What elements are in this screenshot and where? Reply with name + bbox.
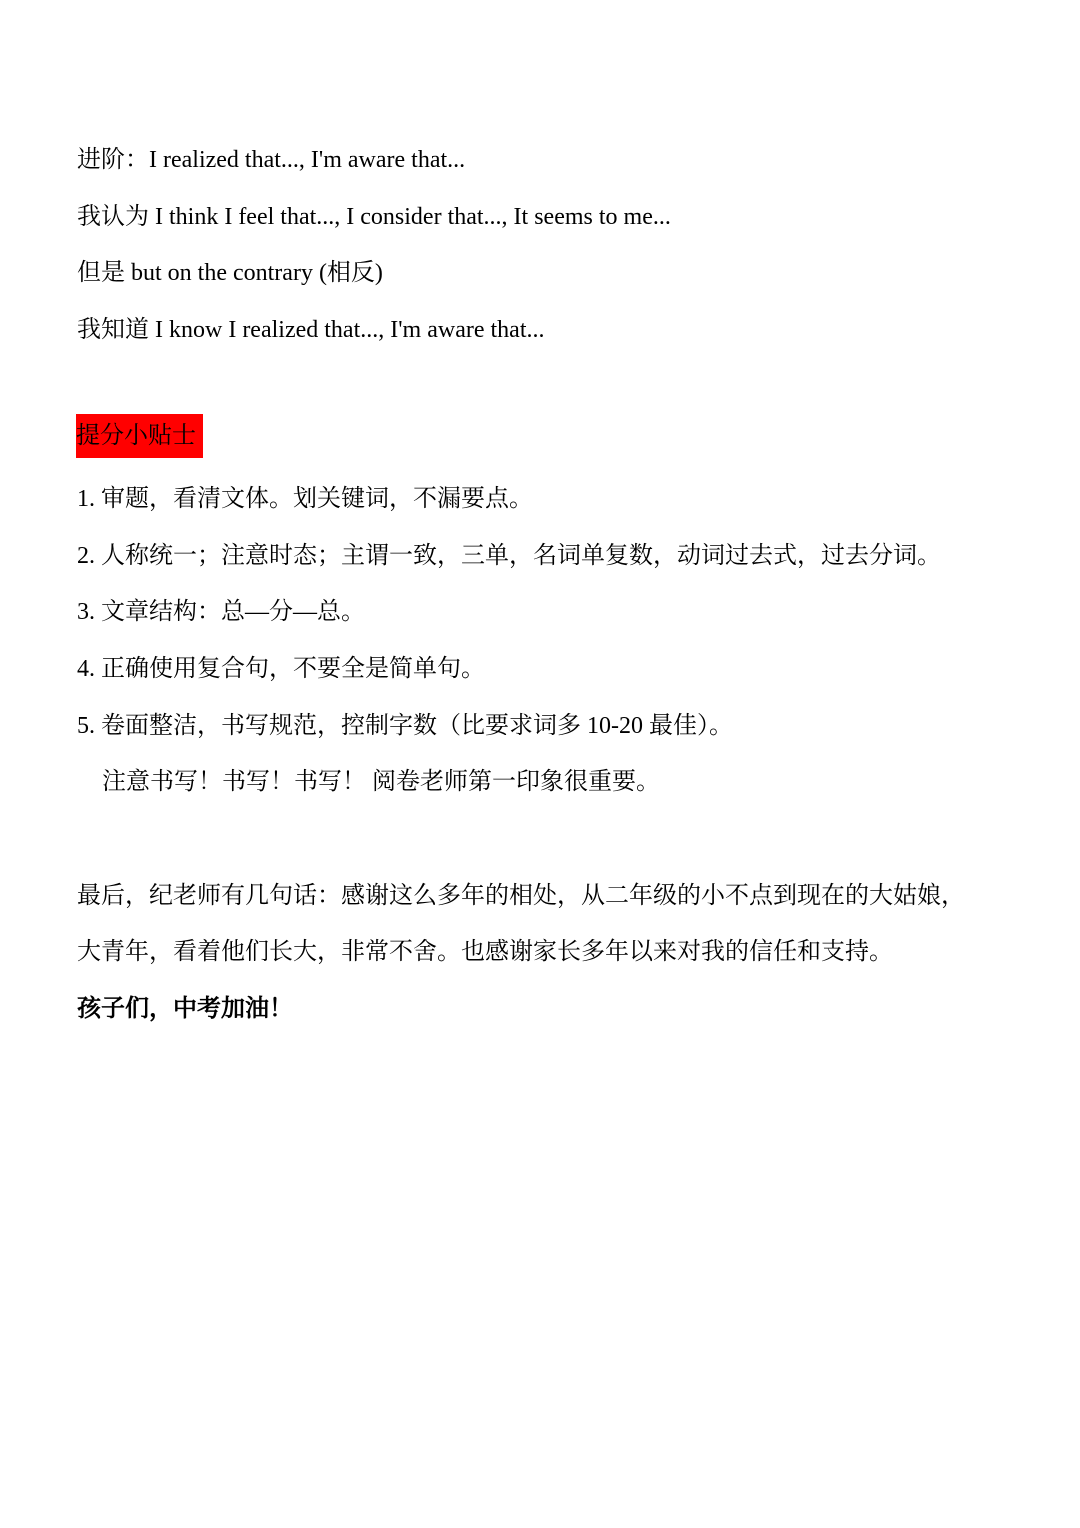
tips-heading: 提分小贴士 [76,414,203,458]
phrase-i-think: 我认为 I think I feel that..., I consider that..., It seems to me... [77,204,671,230]
tip-item-1: 1. 审题，看清文体。划关键词，不漏要点。 [77,486,533,512]
phrase-advanced: 进阶：I realized that..., I'm aware that... [77,147,466,173]
tip-item-5: 5. 卷面整洁，书写规范，控制字数（比要求词多 10-20 最佳）。 [77,713,733,739]
closing-line-2: 大青年，看着他们长大，非常不舍。也感谢家长多年以来对我的信任和支持。 [77,939,893,965]
closing-cheer: 孩子们，中考加油！ [77,996,293,1022]
closing-line-1: 最后，纪老师有几句话：感谢这么多年的相处，从二年级的小不点到现在的大姑娘， [77,883,965,909]
phrase-but: 但是 but on the contrary (相反) [77,260,383,286]
tip-note: 注意书写！书写！书写！ 阅卷老师第一印象很重要。 [102,769,660,795]
tip-item-2: 2. 人称统一；注意时态；主谓一致，三单，名词单复数，动词过去式，过去分词。 [77,543,941,569]
tip-item-4: 4. 正确使用复合句，不要全是简单句。 [77,656,485,682]
phrase-i-know: 我知道 I know I realized that..., I'm aware that... [77,317,545,343]
tip-item-3: 3. 文章结构：总—分—总。 [77,599,365,625]
